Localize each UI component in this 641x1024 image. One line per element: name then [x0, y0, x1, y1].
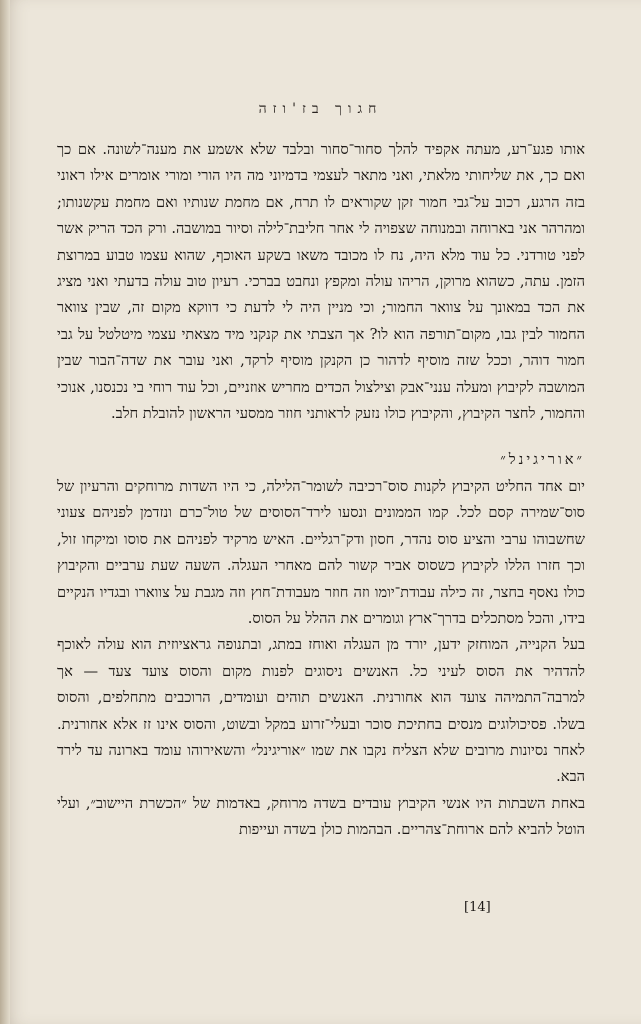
book-spine-shadow	[0, 0, 10, 1024]
page-number: [14]	[464, 900, 491, 915]
paragraph: אותו פגע־רע, מעתה אקפיד להלך סחור־סחור ובלבד שלא אשמע את מענה־לשונה. אם כך ואם כך, את שליחותי מלאתי, ואני מתאר לעצמי בדמיוני מה היו הורי ומורי אומרים אילו ראוני בזה הרגע, רכוב על־גבי חמור זקן שקוראים לו תרח, אם מחמת שנותיו ואם מחמת עקשנותו; ומהרהר אני בארוחה ובמנוחה שצפויה לי אחר חליבת־לילה וסיור במושבה. ורק הכד הריק אשר לפני טורדני. כל עוד מלא היה, נח לו מכובד משאו בשקע האוכף, שהוא עצמו טבוע במרוצת הזמן. עתה, כשהוא מרוקן, הריהו עולה ומקפץ ונחבט בברכי. רעיון טוב עולה בדעתי ואני מציג את הכד במאונך על צוואר החמור; וכי מניין היה לי לדעת כי דווקא מקום זה, שבין צוואר החמור לבין גבו, מקום־תורפה הוא לו? אך הצבתי את קנקני מיד מצאתי עצמי מיטלטל על גבי חמור דוהר, וככל שזה מוסיף לדהור כן הקנקן מוסיף לרקד, ואני עובר את שדה־הבור שבין המושבה לקיבוץ ומעלה ענני־אבק וצילצול הכדים מחריש אוזניים, וכל עוד רוחי בי נכנסנו, אנוכי והחמור, לחצר הקיבוץ, והקיבוץ כולו נזעק לראותני חוזר ממסעי הראשון להובלת חלב.	[57, 141, 585, 423]
paragraph: באחת השבתות היו אנשי הקיבוץ עובדים בשדה מרוחק, באדמות של ״הכשרת היישוב״, ועלי הוטל להביא להם ארוחת־צהריים. הבהמות כולן בשדה ועייפות	[57, 794, 585, 839]
section-title: ״אוריגינל״	[500, 451, 585, 469]
running-head: חגוך בז'וזה	[258, 101, 383, 117]
paragraph: בעל הקנייה, המוחזק ידען, יורד מן העגלה ואוחז במתג, ובתנופה גראציוזית הוא עולה לאוכף להדהיר את הסוס לעיני כל. האנשים ניסוגים לפנות מקום והסוס צועד צעד — אך למרבה־התמיהה צועד הוא אחורנית. האנשים תוהים ועומדים, הרוכבים מתחלפים, והסוס בשלו. פסיכולוגים מנסים בחתיכת סוכר ובעלי־זרוע במקל ובשוט, והסוס אינו זז אלא אחורנית. לאחר נסיונות מרובים שלא הצליח נקבו את שמו ״אוריגינל״ והשאירוהו עומד בארונה עד לירד הבא.	[57, 636, 585, 786]
paragraph: יום אחד החליט הקיבוץ לקנות סוס־רכיבה לשומר־הלילה, כי היו השדות מרוחקים והרעיון של סוס־שמירה קסם לכל. קמו הממונים ונסעו לירד־הסוסים של טול־כרם ונזדמן לפניהם צעוני שחשבוהו ערבי והציע סוס נהדר, חסון ודק־רגליים. האיש מרקיד לפניהם את סוסו ומיקחו זול, וכך חזרו הללו לקיבוץ כשסוס אביר קשור להם מאחרי העגלה. השעה שעת ערביים והקיבוץ כולו נאסף בחצר, זה כילה עבודת־יומו וזה חוזר מעבודת־חוץ וזה מגבת על צווארו ובגדיו הנקיים בידו, והכל מסתכלים בדרך־ארץ וגומרים את ההלל על הסוס.	[57, 477, 585, 627]
body-text	[57, 137, 585, 844]
